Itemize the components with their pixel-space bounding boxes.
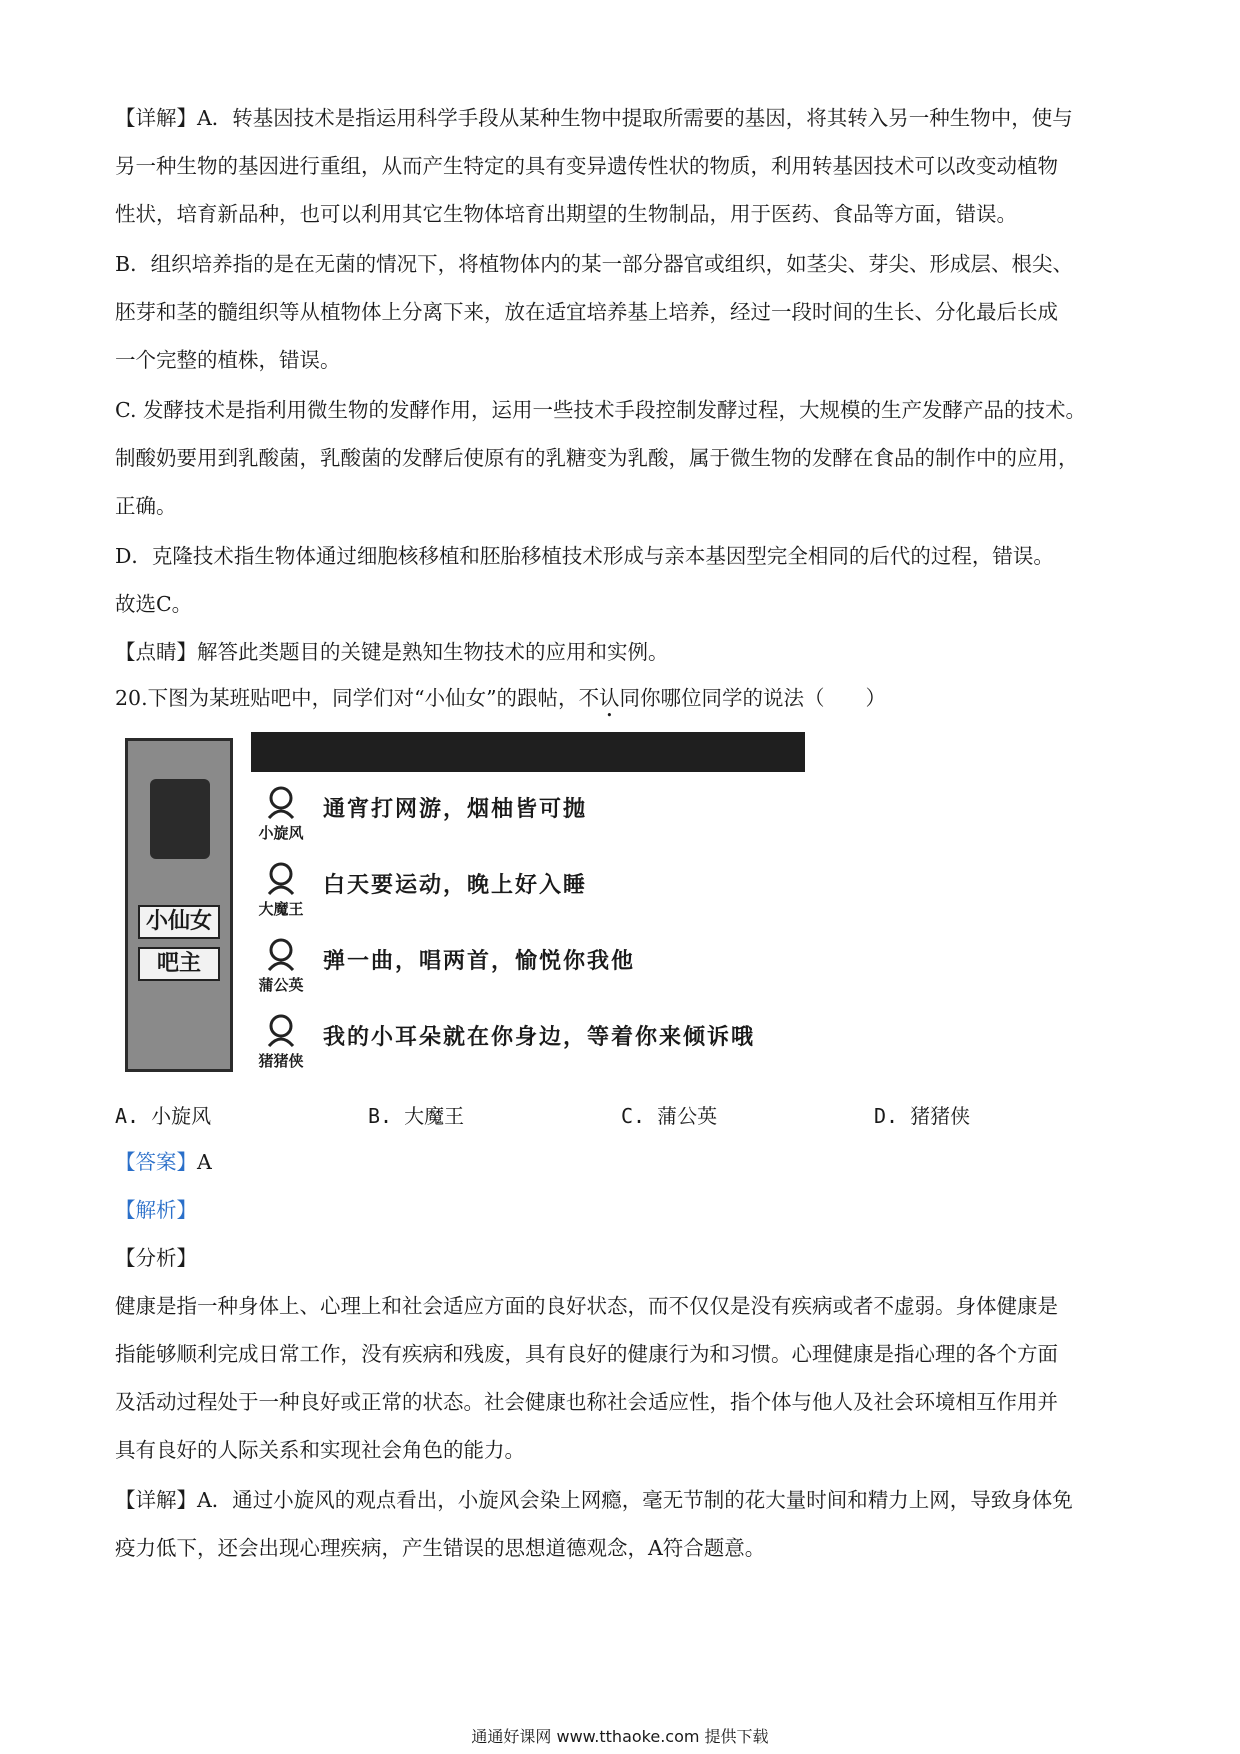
detail-a-line-3: 性状，培育新品种，也可以利用其它生物体培育出期望的生物制品，用于医药、食品等方面，错误。 bbox=[115, 202, 1017, 226]
post-text: 我的小耳朵就在你身边，等着你来倾诉哦 bbox=[323, 1025, 756, 1050]
analysis-label: 【解析】 bbox=[115, 1198, 197, 1222]
cartoon-avatar-icon bbox=[263, 860, 299, 896]
post-text: 白天要运动，晚上好入睡 bbox=[323, 873, 588, 898]
post-text: 弹一曲，唱两首，愉悦你我他 bbox=[323, 949, 636, 974]
detail-b-line-2: 胚芽和茎的髓组织等从植物体上分离下来，放在适宜培养基上培养，经过一段时间的生长、分化最后长成 bbox=[115, 300, 1058, 324]
post-author: 小旋风 bbox=[258, 824, 304, 842]
detail-b-line-1: B．组织培养指的是在无菌的情况下，将植物体内的某一部分器官或组织，如茎尖、芽尖、形成层、根尖、 bbox=[115, 252, 1074, 276]
detail-line-1: 【详解】A．通过小旋风的观点看出，小旋风会染上网瘾，毫无节制的花大量时间和精力上网，导致身体免 bbox=[115, 1488, 1073, 1512]
forum-header-bar bbox=[251, 732, 805, 772]
question-stem-pre: 20.下图为某班贴吧中，同学们对“小仙女”的跟帖， bbox=[115, 686, 579, 710]
option-d: D. 猪猪侠 bbox=[874, 1104, 971, 1128]
page-footer: 通通好课网 www.tthaoke.com 提供下载 bbox=[471, 1727, 769, 1746]
post-row bbox=[251, 1012, 805, 1082]
detail-c-line-3: 正确。 bbox=[115, 494, 177, 518]
post-author: 大魔王 bbox=[258, 900, 304, 918]
answer-label: 【答案】 bbox=[115, 1150, 197, 1174]
question-stem bbox=[115, 684, 886, 712]
option-c: C. 蒲公英 bbox=[621, 1104, 718, 1128]
fenxi-line-2: 指能够顺利完成日常工作，没有疾病和残废，具有良好的健康行为和习惯。心理健康是指心理的各个方面 bbox=[115, 1342, 1058, 1366]
detail-line-2: 疫力低下，还会出现心理疾病，产生错误的思想道德观念，A符合题意。 bbox=[115, 1536, 766, 1560]
detail-d-line: D．克隆技术指生物体通过细胞核移植和胚胎移植技术形成与亲本基因型完全相同的后代的过程，错误。 bbox=[115, 544, 1054, 568]
post-row bbox=[251, 860, 805, 930]
detail-c-line-2: 制酸奶要用到乳酸菌，乳酸菌的发酵后使原有的乳糖变为乳酸，属于微生物的发酵在食品的制作中的应用， bbox=[115, 446, 1079, 470]
forum-sidebar bbox=[125, 738, 233, 1072]
post-author: 蒲公英 bbox=[258, 976, 304, 994]
admin-avatar bbox=[150, 779, 210, 859]
cartoon-avatar-icon bbox=[263, 936, 299, 972]
post-row bbox=[251, 936, 805, 1006]
fenxi-label: 【分析】 bbox=[115, 1246, 197, 1270]
detail-a-line-1: 【详解】A．转基因技术是指运用科学手段从某种生物中提取所需要的基因，将其转入另一种生物中，使与 bbox=[115, 106, 1073, 130]
question-stem-emphasis: 不认同 bbox=[578, 686, 641, 710]
choice-line: 故选C。 bbox=[115, 592, 193, 616]
detail-b-line-3: 一个完整的植株，错误。 bbox=[115, 348, 341, 372]
answer-line bbox=[115, 1148, 212, 1176]
admin-name-label: 小仙女 bbox=[138, 905, 220, 939]
question-stem-post: 你哪位同学的说法（ ） bbox=[640, 686, 887, 710]
post-row bbox=[251, 784, 805, 854]
tip-line: 【点睛】解答此类题目的关键是熟知生物技术的应用和实例。 bbox=[115, 640, 669, 664]
cartoon-avatar-icon bbox=[263, 784, 299, 820]
fenxi-line-4: 具有良好的人际关系和实现社会角色的能力。 bbox=[115, 1438, 525, 1462]
post-author: 猪猪侠 bbox=[258, 1052, 304, 1070]
forum-figure bbox=[125, 732, 805, 1082]
admin-role-label: 吧主 bbox=[138, 947, 220, 981]
post-text: 通宵打网游，烟柚皆可抛 bbox=[323, 797, 588, 822]
detail-c-line-1: C. 发酵技术是指利用微生物的发酵作用，运用一些技术手段控制发酵过程，大规模的生产发酵产品的技术。 bbox=[115, 398, 1086, 422]
detail-a-line-2: 另一种生物的基因进行重组，从而产生特定的具有变异遗传性状的物质，利用转基因技术可以改变动植物 bbox=[115, 154, 1058, 178]
fenxi-line-1: 健康是指一种身体上、心理上和社会适应方面的良好状态，而不仅仅是没有疾病或者不虚弱。身体健康是 bbox=[115, 1294, 1058, 1318]
answer-value: A bbox=[197, 1150, 212, 1174]
cartoon-avatar-icon bbox=[263, 1012, 299, 1048]
option-a: A. 小旋风 bbox=[115, 1104, 212, 1128]
option-b: B. 大魔王 bbox=[368, 1104, 465, 1128]
fenxi-line-3: 及活动过程处于一种良好或正常的状态。社会健康也称社会适应性，指个体与他人及社会环境相互作用并 bbox=[115, 1390, 1058, 1414]
